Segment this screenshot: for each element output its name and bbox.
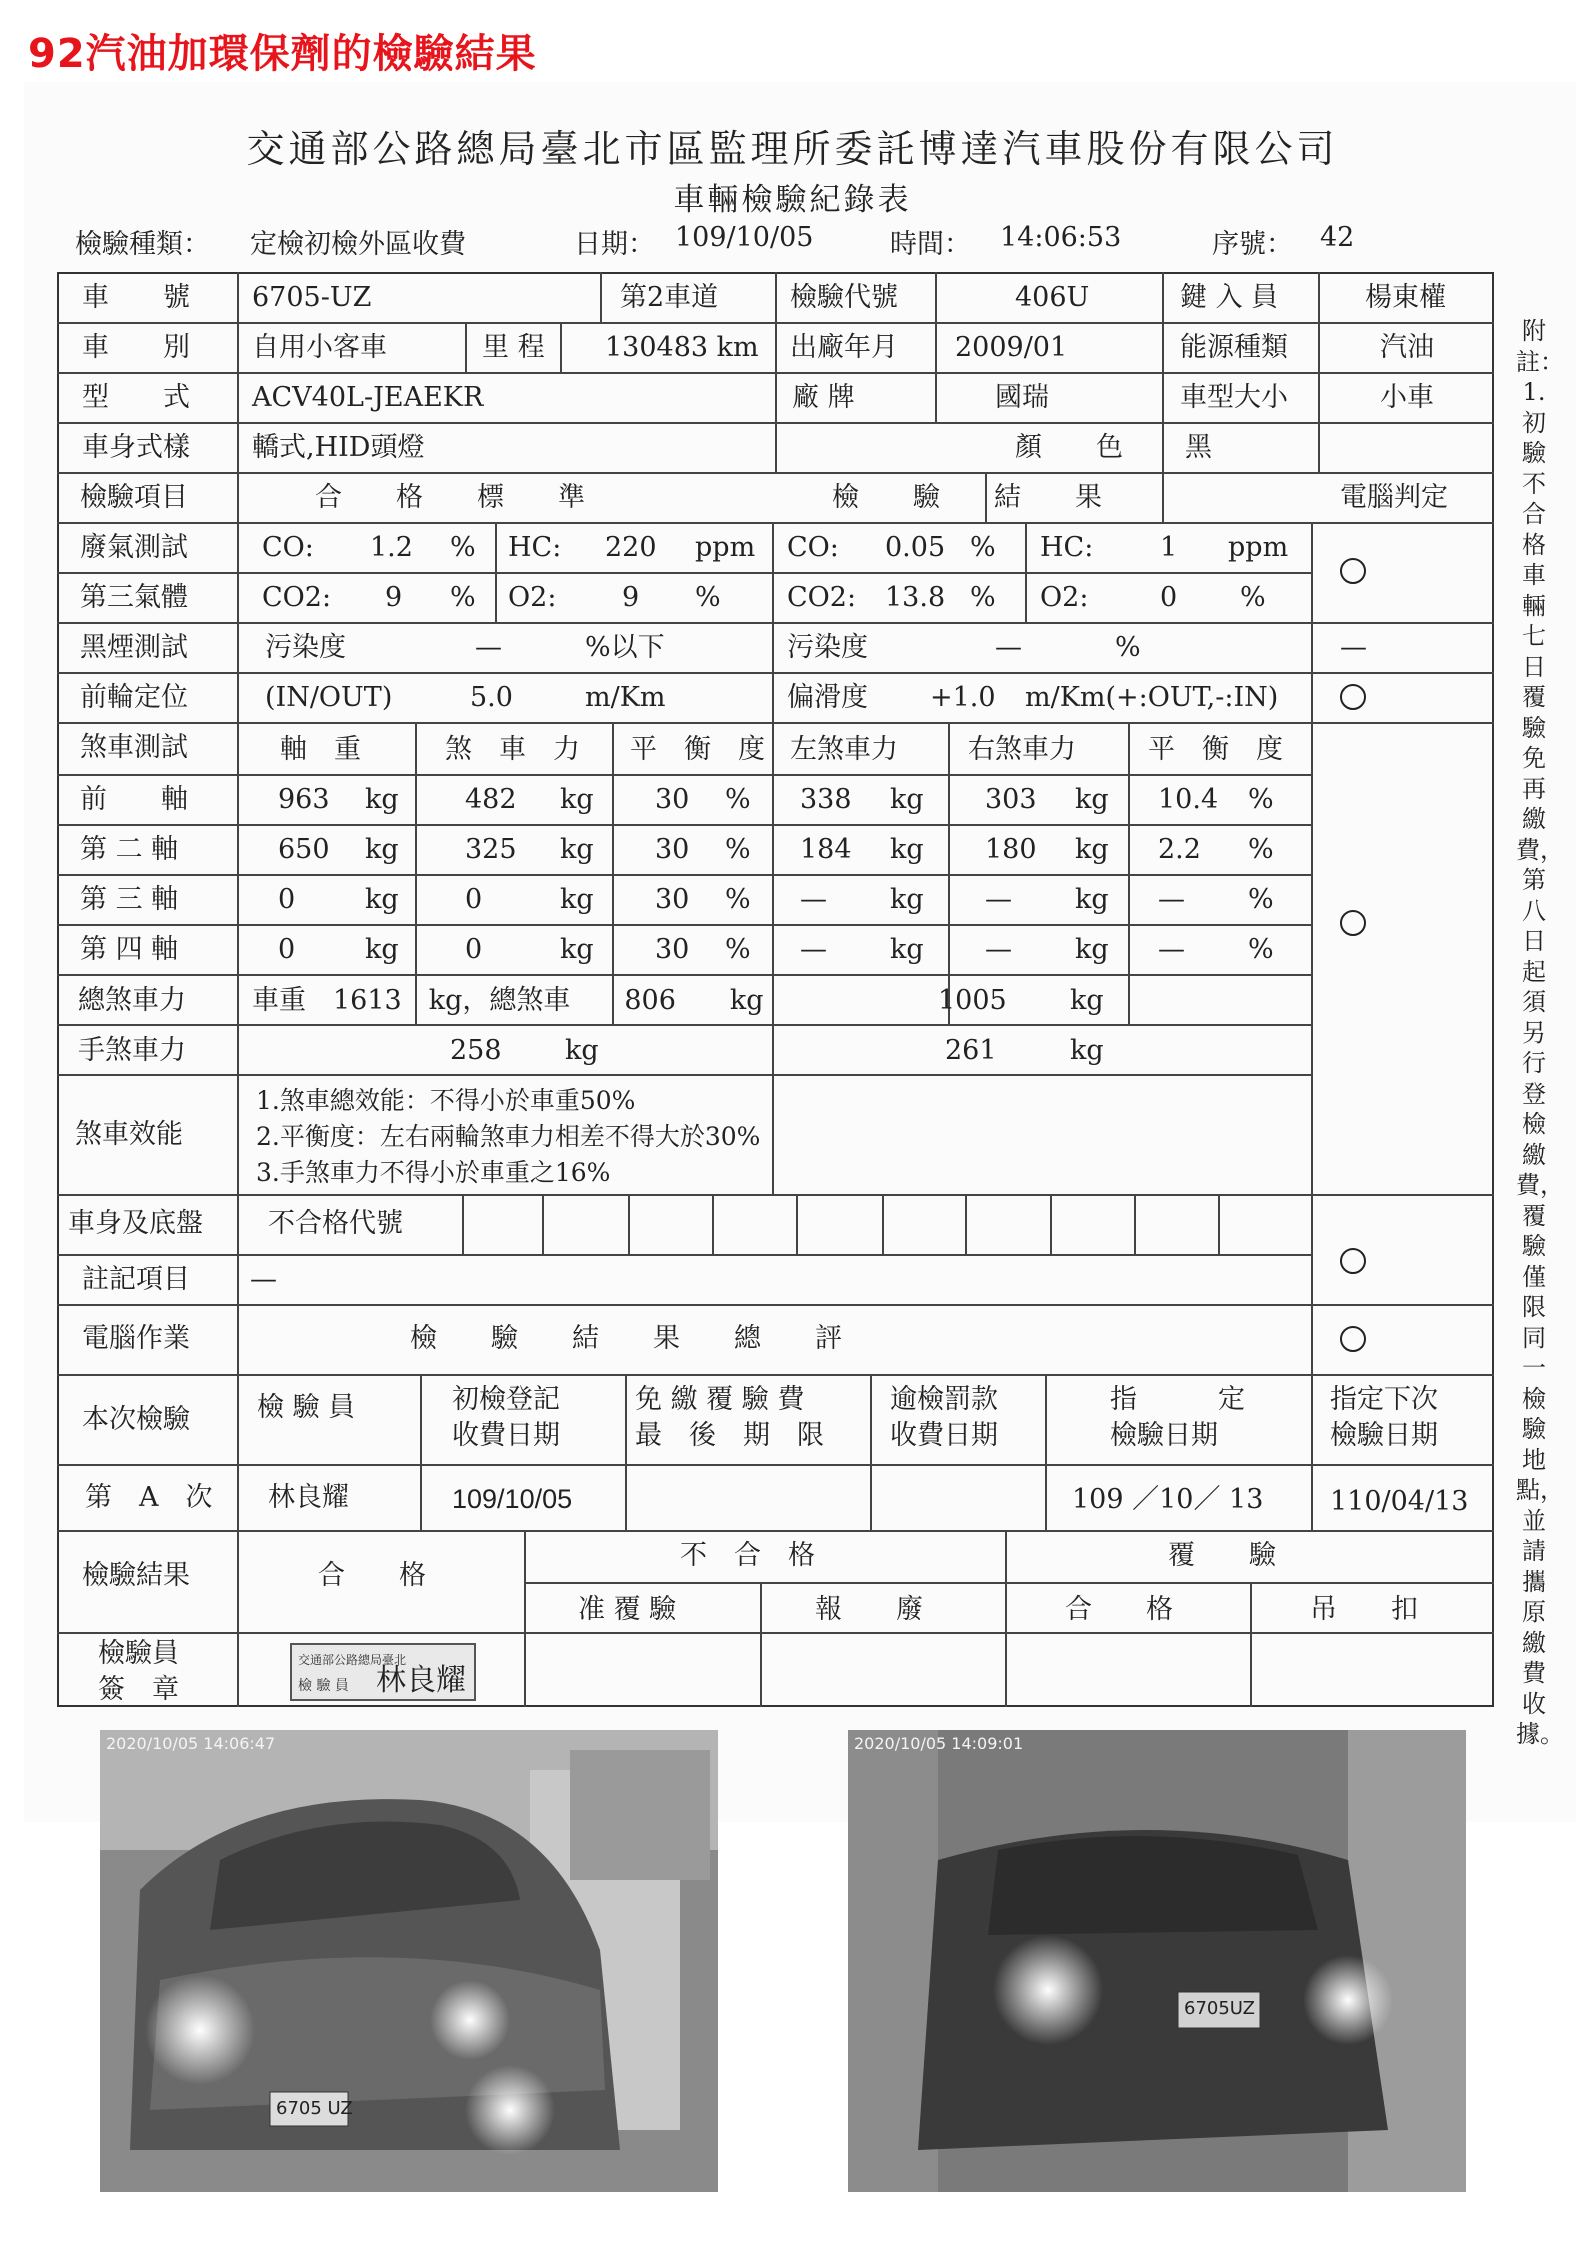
axle-weight: 963 [278, 784, 330, 815]
energy-label: 能源種類 [1180, 332, 1288, 363]
inspection-type-value: 定檢初檢外區收費 [250, 229, 466, 260]
photo-timestamp: 2020/10/05 14:09:01 [854, 1734, 1024, 1753]
left-brake-force: — [800, 884, 827, 915]
form-title: 車輛檢驗紀錄表 [673, 182, 912, 218]
result-pass: 合 格 [318, 1560, 426, 1591]
side-note: 附註：1.初驗不合格車輛七日覆驗免再繳費，第八日起須另行登檢繳費，覆驗僅限同一檢驗地點，並請攜原繳費收據。 [1516, 317, 1564, 1748]
grid-line [1311, 1374, 1313, 1530]
current-inspection-label: 本次檢驗 [82, 1404, 190, 1435]
summary-label: 檢 驗 結 果 總 評 [410, 1323, 842, 1354]
time-label: 時間： [890, 229, 971, 260]
res-o2-value: 0 [1160, 582, 1178, 613]
axle-row-label: 第 三 軸 [80, 884, 179, 915]
brake-force-unit: kg [560, 934, 594, 965]
grid-line [57, 824, 1311, 826]
grid-line [465, 322, 467, 372]
remark-label: 註記項目 [82, 1264, 190, 1295]
code-label: 檢驗代號 [790, 282, 898, 313]
grid-line [524, 1530, 526, 1707]
next-inspection-date: 110/04/13 [1330, 1486, 1469, 1517]
brake-left-header: 左煞車力 [790, 734, 898, 765]
size-value: 小車 [1380, 382, 1434, 413]
body-value: 轎式,HID頭燈 [252, 432, 425, 463]
std-co2-value: 9 [385, 582, 403, 613]
balance: 30 [655, 934, 690, 965]
brake-force: 325 [465, 834, 517, 865]
total-brake-result: 1005 [938, 985, 1007, 1016]
inspection-round: 第 A 次 [85, 1482, 213, 1513]
standard-header: 合 格 標 準 [315, 482, 585, 513]
grid-line [57, 1074, 1311, 1076]
grid-line [415, 722, 417, 1024]
balance-unit: % [725, 834, 751, 865]
balance-2: — [1158, 884, 1185, 915]
grid-line [600, 272, 602, 322]
signature-label-2: 簽 章 [98, 1674, 179, 1705]
pass-circle-icon [1340, 1248, 1366, 1274]
photo-plate: 6705 UZ [276, 2098, 353, 2119]
grid-line [1128, 722, 1130, 1024]
free-recheck-header-2: 最 後 期 限 [635, 1420, 824, 1451]
items-header-label: 檢驗項目 [80, 482, 188, 513]
grid-line [560, 322, 562, 372]
brake-efficiency-rule-1: 1.煞車總效能：不得小於車重50% [256, 1086, 636, 1115]
stamp-name: 林良耀 [376, 1663, 466, 1698]
grid-line [882, 1194, 884, 1254]
photo-plate: 6705UZ [1184, 1998, 1255, 2019]
total-brake-standard: 車重 1613 kg，總煞車 806 kg [252, 985, 764, 1016]
std-o2-unit: % [695, 582, 721, 613]
result-fail-header: 不 合 格 [680, 1540, 815, 1571]
result-recheck-header: 覆 驗 [1168, 1540, 1276, 1571]
next-date-header-2: 檢驗日期 [1330, 1420, 1438, 1451]
alignment-res-value: +1.0 [930, 682, 996, 713]
fail-code-label: 不合格代號 [268, 1208, 403, 1239]
axle-weight-unit: kg [365, 784, 399, 815]
res-hc-unit: ppm [1228, 532, 1289, 563]
alignment-res-unit: m/Km(+:OUT,-:IN) [1025, 682, 1279, 713]
std-co-value: 1.2 [370, 532, 413, 563]
color-value: 黑 [1185, 432, 1212, 463]
grid-line [1134, 1194, 1136, 1254]
brake-balance-header: 平 衡 度 [630, 734, 765, 765]
res-co2-unit: % [970, 582, 996, 613]
grid-line [948, 722, 950, 1024]
grid-line [57, 1194, 1494, 1196]
balance-2-unit: % [1248, 784, 1274, 815]
smoke-res-value: — [995, 632, 1022, 663]
grid-line [57, 722, 1494, 724]
axle-weight-unit: kg [365, 934, 399, 965]
smoke-std-value: — [475, 632, 502, 663]
res-co-value: 0.05 [885, 532, 946, 563]
scrap: 報 廢 [815, 1594, 923, 1625]
mileage-label: 里 程 [482, 332, 545, 363]
brake-balance2-header: 平 衡 度 [1148, 734, 1283, 765]
axle-weight-unit: kg [365, 884, 399, 915]
left-brake-unit: kg [890, 934, 924, 965]
grid-line [628, 1194, 630, 1254]
result-label: 檢驗結果 [82, 1560, 190, 1591]
grid-line [796, 1194, 798, 1254]
smoke-label: 黑煙測試 [80, 632, 188, 663]
grid-line [1005, 1530, 1007, 1707]
assigned-header-2: 檢驗日期 [1110, 1420, 1218, 1451]
left-brake-unit: kg [890, 834, 924, 865]
photo-timestamp: 2020/10/05 14:06:47 [106, 1734, 276, 1753]
inspector-stamp [290, 1643, 476, 1701]
balance-2: — [1158, 934, 1185, 965]
smoke-judge: — [1340, 632, 1367, 663]
grid-line [57, 1254, 1311, 1256]
total-brake-result-unit: kg [1070, 985, 1104, 1016]
grid-line [57, 974, 1311, 976]
res-hc-label: HC: [1040, 532, 1094, 563]
grid-line [524, 1582, 1494, 1584]
brake-force: 0 [465, 884, 483, 915]
car-rear-photo [848, 1730, 1466, 2192]
grid-line [57, 1632, 1494, 1634]
class-value: 自用小客車 [252, 332, 387, 363]
grid-line [57, 874, 1311, 876]
assigned-date: 109 ／10／ 13 [1072, 1484, 1264, 1515]
pass-circle-icon [1340, 1326, 1366, 1352]
left-brake-force: 338 [800, 784, 852, 815]
grid-line [462, 1194, 464, 1254]
page-banner-title: 92汽油加環保劑的檢驗結果 [28, 31, 537, 77]
grid-line [1025, 522, 1027, 622]
size-label: 車型大小 [1180, 382, 1288, 413]
res-co2-label: CO2: [787, 582, 857, 613]
res-co-unit: % [970, 532, 996, 563]
brake-efficiency-rule-2: 2.平衡度：左右兩輪煞車力相差不得大於30% [256, 1122, 761, 1151]
serial-label: 序號： [1212, 229, 1293, 260]
brake-label: 煞車測試 [80, 732, 188, 763]
body-label: 車身式樣 [82, 432, 190, 463]
brake-force-unit: kg [560, 784, 594, 815]
first-reg-header-2: 收費日期 [452, 1420, 560, 1451]
assigned-header-1: 指 定 [1110, 1384, 1245, 1415]
judge-header: 電腦判定 [1340, 482, 1448, 513]
axle-weight: 650 [278, 834, 330, 865]
right-brake-unit: kg [1075, 834, 1109, 865]
alignment-std-unit: m/Km [585, 682, 666, 713]
brake-efficiency-rule-3: 3.手煞車力不得小於車重之16% [256, 1158, 611, 1187]
axle-weight: 0 [278, 934, 296, 965]
res-co2-value: 13.8 [885, 582, 946, 613]
hand-brake-standard-unit: kg [565, 1035, 599, 1066]
std-hc-unit: ppm [695, 532, 756, 563]
grid-line [1318, 272, 1320, 472]
grid-line [495, 522, 497, 622]
inspector-name: 林良耀 [268, 1482, 349, 1513]
alignment-res-label: 偏滑度 [787, 682, 868, 713]
grid-line [57, 924, 1311, 926]
mileage-value: 130483 km [605, 332, 759, 363]
smoke-res-unit: % [1115, 632, 1141, 663]
inspection-type-label: 檢驗種類： [75, 229, 210, 260]
res-o2-label: O2: [1040, 582, 1089, 613]
grid-line [57, 1464, 1494, 1466]
next-date-header-1: 指定下次 [1330, 1384, 1438, 1415]
smoke-res-label: 污染度 [787, 632, 868, 663]
grid-line [1162, 472, 1164, 522]
model-label: 型 式 [82, 382, 190, 413]
plate-value: 6705-UZ [252, 282, 372, 313]
hand-brake-standard: 258 [450, 1035, 502, 1066]
grid-line [57, 1374, 1494, 1376]
axle-row-label: 前 軸 [80, 784, 188, 815]
std-co2-label: CO2: [262, 582, 332, 613]
grid-line [57, 774, 1311, 776]
std-o2-label: O2: [508, 582, 557, 613]
grid-line [870, 1374, 872, 1530]
smoke-std-label: 污染度 [265, 632, 346, 663]
pass-circle-icon [1340, 910, 1366, 936]
brake-axle-header: 軸 重 [280, 734, 361, 765]
grid-line [775, 272, 777, 472]
std-co-label: CO: [262, 532, 314, 563]
alignment-std-value: 5.0 [470, 682, 513, 713]
hand-brake-label: 手煞車力 [78, 1035, 186, 1066]
left-brake-unit: kg [890, 884, 924, 915]
remark-value: — [250, 1264, 277, 1295]
std-o2-value: 9 [622, 582, 640, 613]
left-brake-force: — [800, 934, 827, 965]
grid-line [1311, 522, 1313, 1464]
grid-line [1162, 272, 1164, 472]
balance: 30 [655, 884, 690, 915]
stamp-line-2: 檢 驗 員 [298, 1678, 349, 1694]
revoke: 吊 扣 [1310, 1594, 1418, 1625]
lane-value: 第2車道 [620, 282, 719, 313]
color-label: 顏 色 [1015, 432, 1123, 463]
first-reg-header-1: 初檢登記 [452, 1384, 560, 1415]
date-label: 日期： [574, 229, 655, 260]
right-brake-unit: kg [1075, 934, 1109, 965]
keyer-label: 鍵 入 員 [1180, 282, 1279, 313]
brand-value: 國瑞 [995, 382, 1049, 413]
overdue-header-1: 逾檢罰款 [890, 1384, 998, 1415]
pass-circle-icon [1340, 684, 1366, 710]
std-co2-unit: % [450, 582, 476, 613]
left-brake-force: 184 [800, 834, 852, 865]
balance-unit: % [725, 784, 751, 815]
grid-line [1045, 1374, 1047, 1530]
axle-row-label: 第 二 軸 [80, 834, 179, 865]
result-header: 檢 驗 結 果 [832, 482, 1102, 513]
std-hc-value: 220 [605, 532, 657, 563]
balance-unit: % [725, 884, 751, 915]
alignment-std-label: (IN/OUT) [265, 682, 393, 713]
balance: 30 [655, 784, 690, 815]
brake-force-unit: kg [560, 834, 594, 865]
grid-line [625, 1374, 627, 1530]
recheck-pass: 合 格 [1065, 1594, 1173, 1625]
smoke-std-unit: %以下 [585, 632, 665, 663]
balance-2-unit: % [1248, 834, 1274, 865]
axle-weight: 0 [278, 884, 296, 915]
res-hc-value: 1 [1160, 532, 1178, 563]
brake-efficiency-label: 煞車效能 [75, 1119, 183, 1150]
right-brake-unit: kg [1075, 884, 1109, 915]
grid-line [57, 672, 1494, 674]
allow-recheck: 准 覆 驗 [578, 1594, 677, 1625]
res-co-label: CO: [787, 532, 839, 563]
mfg-value: 2009/01 [955, 332, 1068, 363]
right-brake-force: 180 [985, 834, 1037, 865]
plate-label: 車 號 [82, 282, 190, 313]
energy-value: 汽油 [1380, 332, 1434, 363]
time-value: 14:06:53 [1000, 222, 1122, 253]
alignment-label: 前輪定位 [80, 682, 188, 713]
keyer-value: 楊東權 [1365, 282, 1446, 313]
std-hc-label: HC: [508, 532, 562, 563]
inspection-photo-front [100, 1730, 718, 2192]
balance-2: 2.2 [1158, 834, 1201, 865]
third-gas-label: 第三氣體 [80, 582, 188, 613]
brake-force: 482 [465, 784, 517, 815]
grid-line [57, 622, 1494, 624]
right-brake-force: — [985, 884, 1012, 915]
hand-brake-result: 261 [945, 1035, 997, 1066]
free-recheck-header-1: 免 繳 覆 驗 費 [635, 1384, 805, 1415]
first-reg-date: 109/10/05 [452, 1484, 573, 1514]
balance-2-unit: % [1248, 934, 1274, 965]
exhaust-label: 廢氣測試 [80, 532, 188, 563]
axle-weight-unit: kg [365, 834, 399, 865]
code-value: 406U [1015, 282, 1090, 313]
hand-brake-result-unit: kg [1070, 1035, 1104, 1066]
grid-line [772, 522, 774, 1194]
std-co-unit: % [450, 532, 476, 563]
serial-value: 42 [1320, 222, 1355, 253]
model-value: ACV40L-JEAEKR [252, 382, 484, 413]
grid-line [612, 722, 614, 1024]
grid-line [712, 1194, 714, 1254]
brake-force-unit: kg [560, 884, 594, 915]
balance-2: 10.4 [1158, 784, 1219, 815]
left-brake-unit: kg [890, 784, 924, 815]
overdue-header-2: 收費日期 [890, 1420, 998, 1451]
grid-line [935, 272, 937, 422]
stamp-line-1: 交通部公路總局臺北 [298, 1653, 407, 1667]
grid-line [965, 1194, 967, 1254]
org-title: 交通部公路總局臺北市區監理所委託博達汽車股份有限公司 [246, 127, 1339, 171]
grid-line [57, 1304, 1494, 1306]
grid-line [57, 522, 1494, 524]
mfg-label: 出廠年月 [790, 332, 898, 363]
right-brake-unit: kg [1075, 784, 1109, 815]
balance-2-unit: % [1248, 884, 1274, 915]
balance-unit: % [725, 934, 751, 965]
grid-line [57, 1530, 1494, 1532]
grid-line [237, 272, 239, 1707]
signature-label-1: 檢驗員 [98, 1638, 179, 1669]
brand-label: 廠 牌 [792, 382, 855, 413]
grid-line [542, 1194, 544, 1254]
pass-circle-icon [1340, 558, 1366, 584]
grid-line [760, 1582, 762, 1707]
grid-line [57, 572, 1311, 574]
date-value: 109/10/05 [675, 222, 814, 253]
balance: 30 [655, 834, 690, 865]
inspection-photo-rear [848, 1730, 1466, 2192]
grid-line [1050, 1194, 1052, 1254]
computer-label: 電腦作業 [82, 1323, 190, 1354]
brake-force-header: 煞 車 力 [445, 734, 580, 765]
total-brake-label: 總煞車力 [78, 985, 186, 1016]
res-o2-unit: % [1240, 582, 1266, 613]
grid-line [1250, 1582, 1252, 1707]
right-brake-force: — [985, 934, 1012, 965]
brake-right-header: 右煞車力 [968, 734, 1076, 765]
chassis-label: 車身及底盤 [68, 1208, 203, 1239]
right-brake-force: 303 [985, 784, 1037, 815]
car-front-photo [100, 1730, 718, 2192]
axle-row-label: 第 四 軸 [80, 934, 179, 965]
grid-line [420, 1374, 422, 1530]
grid-line [57, 472, 1494, 474]
class-label: 車 別 [82, 332, 190, 363]
brake-force: 0 [465, 934, 483, 965]
inspector-header: 檢 驗 員 [257, 1392, 356, 1423]
grid-line [1218, 1194, 1220, 1254]
grid-line [57, 1024, 1311, 1026]
